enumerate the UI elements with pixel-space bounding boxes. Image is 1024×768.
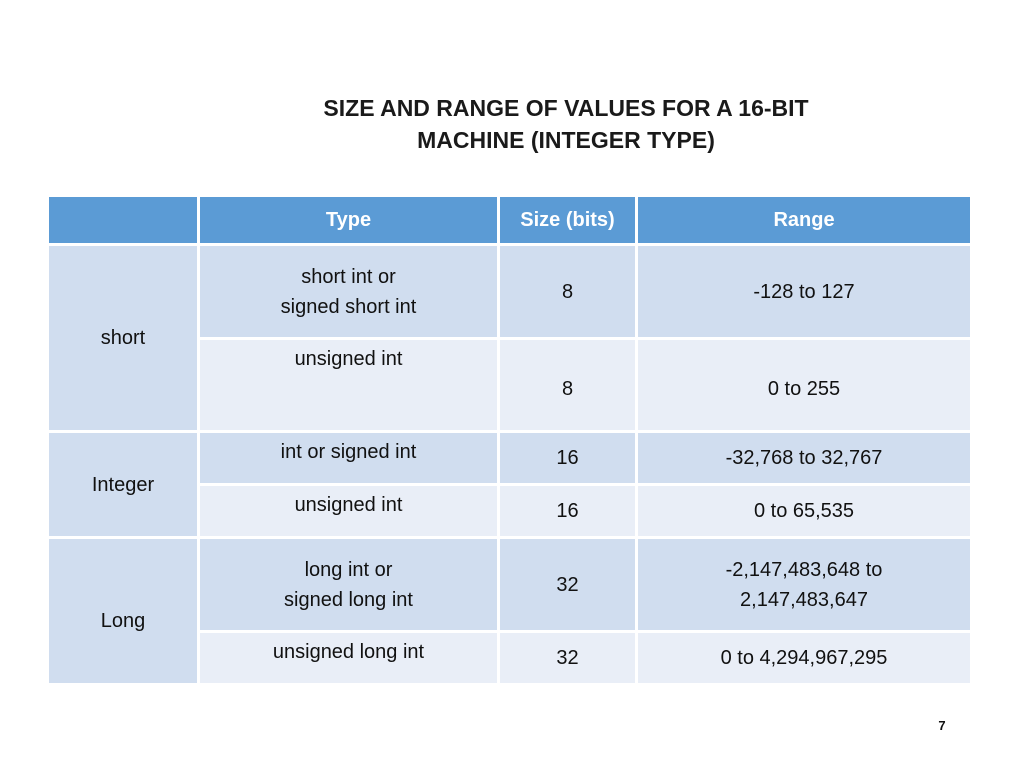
table-row bbox=[48, 432, 972, 485]
slide-title bbox=[226, 92, 906, 156]
header-range: Range bbox=[637, 196, 972, 245]
header-size: Size (bits) bbox=[499, 196, 637, 245]
size-cell: 32 bbox=[499, 632, 637, 685]
type-cell: unsigned int bbox=[199, 339, 499, 432]
type-line: signed long int bbox=[284, 588, 413, 611]
table-row bbox=[48, 538, 972, 632]
category-long: Long bbox=[48, 538, 199, 685]
size-cell: 8 bbox=[499, 245, 637, 339]
size-cell: 32 bbox=[499, 538, 637, 632]
type-line: short int or bbox=[301, 265, 396, 288]
title-line-1: SIZE AND RANGE OF VALUES FOR A 16-BIT bbox=[323, 95, 809, 121]
range-cell: -128 to 127 bbox=[637, 245, 972, 339]
type-line: long int or bbox=[304, 558, 393, 581]
category-integer: Integer bbox=[48, 432, 199, 538]
title-line-2: MACHINE (INTEGER TYPE) bbox=[417, 127, 715, 153]
range-line: 2,147,483,647 bbox=[740, 588, 868, 611]
header-row bbox=[48, 196, 972, 245]
header-type: Type bbox=[199, 196, 499, 245]
type-cell: int or signed int bbox=[199, 432, 499, 485]
type-cell: unsigned int bbox=[199, 485, 499, 538]
range-cell bbox=[637, 538, 972, 632]
size-cell: 8 bbox=[499, 339, 637, 432]
range-cell: 0 to 255 bbox=[637, 339, 972, 432]
type-cell bbox=[199, 245, 499, 339]
table-row bbox=[48, 245, 972, 339]
type-cell bbox=[199, 538, 499, 632]
range-cell: -32,768 to 32,767 bbox=[637, 432, 972, 485]
integer-types-table bbox=[46, 194, 973, 686]
type-line: signed short int bbox=[280, 295, 417, 318]
range-cell: 0 to 65,535 bbox=[637, 485, 972, 538]
range-line: -2,147,483,648 to bbox=[725, 558, 883, 581]
type-cell: unsigned long int bbox=[199, 632, 499, 685]
page-number: 7 bbox=[938, 718, 946, 733]
size-cell: 16 bbox=[499, 432, 637, 485]
range-cell: 0 to 4,294,967,295 bbox=[637, 632, 972, 685]
size-cell: 16 bbox=[499, 485, 637, 538]
header-category bbox=[48, 196, 199, 245]
category-short: short bbox=[48, 245, 199, 432]
